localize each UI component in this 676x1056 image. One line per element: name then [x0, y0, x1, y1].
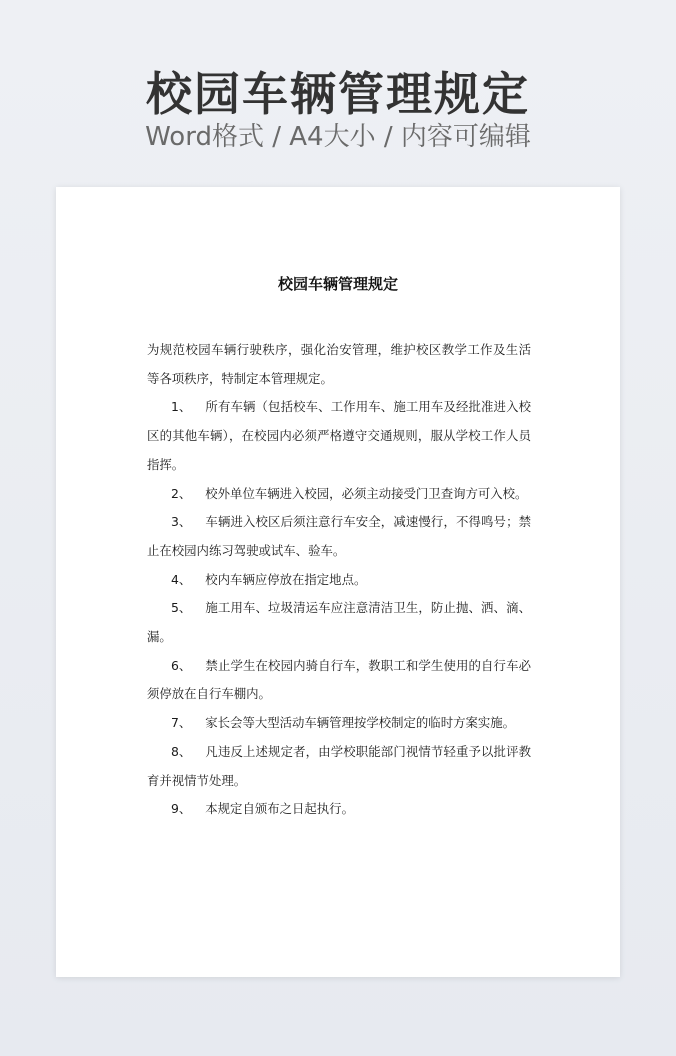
- rule-text: 本规定自颁布之日起执行。: [205, 801, 354, 817]
- rule-item-2: [147, 480, 531, 509]
- rule-text: 车辆进入校区后须注意行车安全，减速慢行，不得鸣号；禁止在校园内练习驾驶或试车、验车。: [147, 514, 531, 558]
- rule-text: 所有车辆（包括校车、工作用车、施工用车及经批准进入校区的其他车辆），在校园内必须严格遵守交通规则，服从学校工作人员指挥。: [147, 399, 531, 472]
- rule-number: 9、: [171, 801, 192, 817]
- rule-number: 6、: [171, 657, 192, 673]
- rule-number: 7、: [171, 715, 192, 731]
- banner-title: 校园车辆管理规定: [146, 67, 530, 121]
- rule-number: 2、: [171, 485, 192, 501]
- rule-number: 3、: [171, 514, 192, 530]
- rule-item-9: [147, 795, 531, 824]
- rule-item-6: [147, 652, 531, 709]
- rule-text: 禁止学生在校园内骑自行车，教职工和学生使用的自行车必须停放在自行车棚内。: [147, 657, 531, 702]
- rule-item-5: [147, 594, 531, 651]
- banner-subtitle: Word格式 / A4大小 / 内容可编辑: [145, 122, 531, 152]
- rule-item-7: [147, 709, 531, 738]
- rule-item-3: [147, 508, 531, 565]
- rule-number: 4、: [171, 571, 192, 587]
- rule-item-4: [147, 566, 531, 595]
- document-title: 校园车辆管理规定: [277, 275, 398, 293]
- rule-number: 1、: [171, 399, 192, 415]
- rule-item-8: [147, 738, 531, 795]
- rule-text: 施工用车、垃圾清运车应注意清洁卫生，防止抛、洒、滴、漏。: [147, 600, 531, 645]
- rule-number: 8、: [171, 743, 192, 759]
- rule-text: 校外单位车辆进入校园，必须主动接受门卫查询方可入校。: [205, 485, 528, 501]
- document-body: [147, 336, 531, 824]
- rule-text: 凡违反上述规定者，由学校职能部门视情节轻重予以批评教育并视情节处理。: [147, 743, 531, 788]
- rule-item-1: [147, 393, 531, 479]
- document-intro: 为规范校园车辆行驶秩序，强化治安管理，维护校区教学工作及生活等各项秩序，特制定本管理规定。: [147, 342, 531, 386]
- document-page: [56, 187, 620, 977]
- rule-number: 5、: [171, 600, 192, 616]
- rule-text: 家长会等大型活动车辆管理按学校制定的临时方案实施。: [205, 715, 516, 731]
- rule-text: 校内车辆应停放在指定地点。: [205, 571, 367, 587]
